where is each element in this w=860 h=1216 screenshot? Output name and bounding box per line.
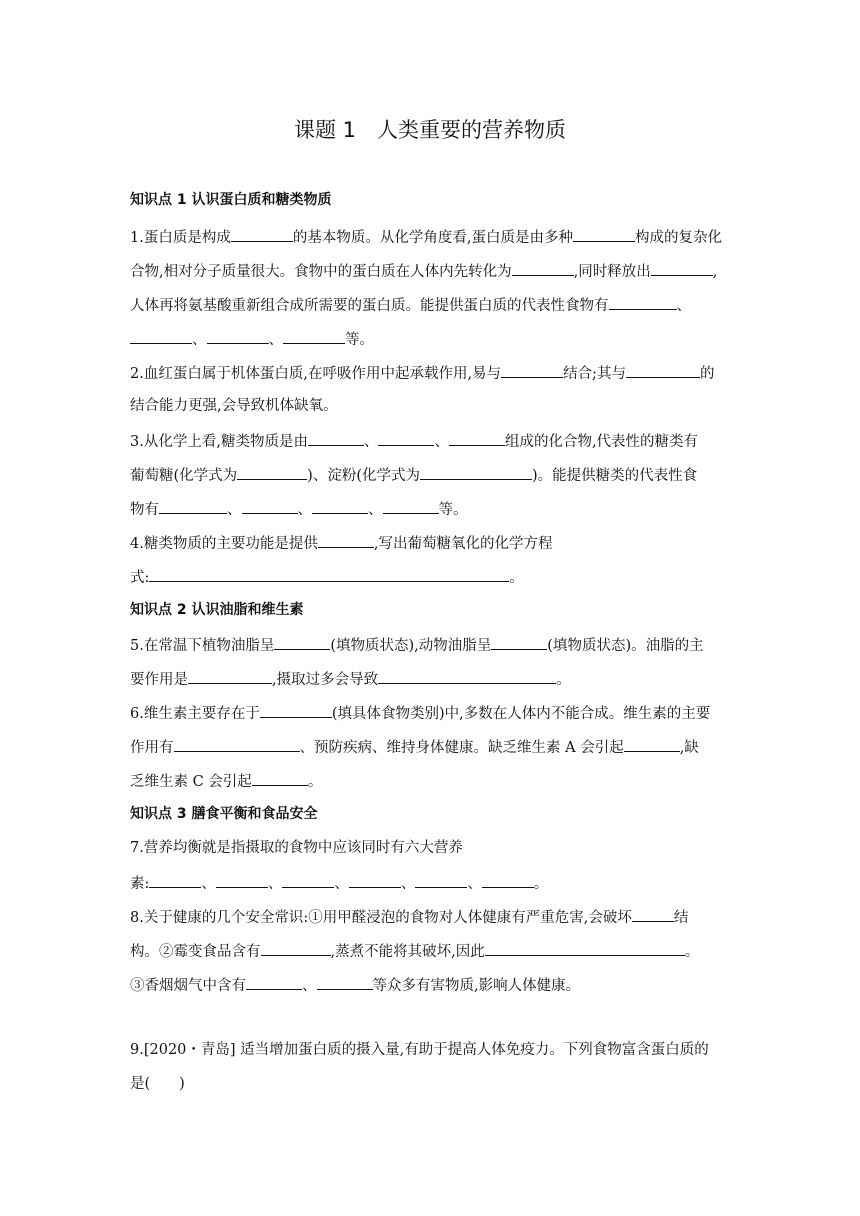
blank-field[interactable]: [485, 940, 685, 956]
text: 、: [297, 502, 312, 518]
blank-field[interactable]: [242, 498, 298, 514]
text: ,摄取过多会导致: [272, 672, 379, 688]
text: 2.血红蛋白属于机体蛋白质,在呼吸作用中起承载作用,易与: [130, 366, 502, 382]
text: 。: [684, 944, 700, 960]
text: 乏维生素 C 会引起: [130, 774, 252, 790]
text: 、: [334, 876, 349, 892]
page-title: 课题 1 人类重要的营养物质: [293, 118, 567, 142]
blank-field[interactable]: [188, 668, 272, 684]
text: 。: [556, 672, 571, 688]
question-7-line-1: 7.营养均衡就是指摄取的食物中应该同时有六大营养: [130, 840, 463, 856]
question-7-line-2: [130, 872, 548, 894]
blank-field[interactable]: [237, 464, 307, 480]
blank-field[interactable]: [159, 498, 227, 514]
text: ,同时释放出: [573, 264, 651, 280]
text: 物有: [130, 502, 159, 518]
blank-field[interactable]: [317, 974, 373, 990]
question-4-line-2: [130, 566, 524, 588]
text: 8.关于健康的几个安全常识:①用甲醛浸泡的食物对人体健康有严重危害,会破坏: [130, 910, 632, 926]
question-9-line-2: 是( ): [130, 1076, 185, 1092]
text: 、: [268, 332, 283, 348]
blank-field[interactable]: [501, 362, 563, 378]
blank-field[interactable]: [420, 464, 532, 480]
question-2-line-1: [130, 362, 714, 384]
text: 3.从化学上看,糖类物质是由: [130, 434, 308, 450]
question-1-line-2: [130, 260, 717, 282]
text: 1.蛋白质是构成: [130, 230, 231, 246]
question-9-line-1: [130, 1040, 709, 1060]
blank-field[interactable]: [349, 872, 401, 888]
text: 、: [201, 876, 216, 892]
blank-field[interactable]: [632, 906, 674, 922]
text: ,写出葡萄糖氧化的化学方程: [373, 536, 553, 552]
blank-field[interactable]: [231, 226, 293, 242]
question-6-line-1: [130, 702, 710, 724]
blank-field[interactable]: [308, 430, 364, 446]
text: 、: [302, 978, 317, 994]
text: ③香烟烟气中含有: [130, 978, 246, 994]
blank-field[interactable]: [174, 736, 300, 752]
blank-field[interactable]: [383, 498, 439, 514]
text: 。: [533, 876, 549, 892]
text: 适当增加蛋白质的摄入量,有助于提高人体免疫力。下列食物富含蛋白质的: [240, 1042, 709, 1058]
blank-field[interactable]: [149, 872, 201, 888]
text: 构。②霉变食品含有: [130, 944, 261, 960]
text: 式:: [130, 570, 150, 586]
text: (填具体食物类别)中,多数在人体内不能合成。维生素的主要: [331, 706, 711, 722]
blank-field[interactable]: [282, 872, 334, 888]
blank-field[interactable]: [449, 430, 505, 446]
text: 、: [267, 876, 283, 892]
blank-field[interactable]: [512, 260, 574, 276]
text: (填物质状态),动物油脂呈: [330, 638, 492, 654]
blank-field[interactable]: [274, 634, 330, 650]
section-heading-3: 知识点 3 膳食平衡和食品安全: [130, 806, 318, 822]
blank-field[interactable]: [651, 260, 713, 276]
text: 、: [227, 502, 242, 518]
text: 、: [400, 876, 416, 892]
question-source: 9.[2020・青岛]: [130, 1042, 236, 1058]
text: 的基本物质。从化学角度看,蛋白质是由多种: [292, 230, 573, 246]
question-6-line-2: [130, 736, 699, 758]
blank-field[interactable]: [491, 634, 547, 650]
text: ,蒸煮不能将其破坏,因此: [330, 944, 485, 960]
blank-field[interactable]: [378, 668, 556, 684]
question-8-line-1: [130, 906, 688, 928]
question-5-line-2: [130, 668, 571, 690]
text: ,缺: [679, 740, 699, 756]
text: 构成的复杂化: [634, 230, 722, 246]
text: 、: [363, 434, 379, 450]
blank-field[interactable]: [609, 294, 677, 310]
blank-field[interactable]: [312, 498, 368, 514]
text: ,: [712, 264, 718, 280]
question-3-line-2: [130, 464, 697, 486]
text: 、: [676, 298, 691, 314]
text: 等众多有害物质,影响人体健康。: [372, 978, 581, 994]
blank-field[interactable]: [130, 328, 192, 344]
blank-field[interactable]: [482, 872, 534, 888]
section-heading-2: 知识点 2 认识油脂和维生素: [130, 602, 304, 618]
blank-field[interactable]: [318, 532, 374, 548]
question-8-line-3: [130, 974, 580, 996]
text: )。能提供糖类的代表性食: [532, 468, 698, 484]
blank-field[interactable]: [252, 770, 308, 786]
blank-field[interactable]: [626, 362, 700, 378]
question-8-line-2: [130, 940, 699, 962]
text: 合物,相对分子质量很大。食物中的蛋白质在人体内先转化为: [130, 264, 512, 280]
blank-field[interactable]: [216, 872, 268, 888]
text: 、: [368, 502, 383, 518]
blank-field[interactable]: [260, 702, 332, 718]
question-1-line-1: [130, 226, 722, 248]
question-1-line-4: [130, 328, 374, 350]
question-5-line-1: [130, 634, 704, 656]
text: 4.糖类物质的主要功能是提供: [130, 536, 318, 552]
text: 葡萄糖(化学式为: [130, 468, 238, 484]
text: 人体再将氨基酸重新组合成所需要的蛋白质。能提供蛋白质的代表性食物有: [130, 298, 609, 314]
text: 、预防疾病、维持身体健康。缺乏维生素 A 会引起: [299, 740, 624, 756]
text: 、: [434, 434, 449, 450]
text: 结合;其与: [563, 366, 626, 382]
blank-field[interactable]: [415, 872, 467, 888]
text: )、淀粉(化学式为: [307, 468, 420, 484]
blank-field[interactable]: [261, 940, 331, 956]
text: (填物质状态)。油脂的主: [547, 638, 704, 654]
text: 作用有: [130, 740, 174, 756]
question-3-line-1: [130, 430, 698, 452]
text: 结: [673, 910, 689, 926]
blank-field[interactable]: [573, 226, 635, 242]
blank-field[interactable]: [149, 566, 509, 582]
text: 5.在常温下植物油脂呈: [130, 638, 275, 654]
blank-field[interactable]: [283, 328, 345, 344]
blank-field[interactable]: [624, 736, 680, 752]
blank-field[interactable]: [378, 430, 434, 446]
question-1-line-3: [130, 294, 691, 316]
text: 素:: [130, 876, 150, 892]
text: 、: [192, 332, 207, 348]
text: 要作用是: [130, 672, 188, 688]
text: 等。: [438, 502, 468, 518]
text: 、: [467, 876, 482, 892]
text: 等。: [345, 332, 374, 348]
question-2-line-2: 结合能力更强,会导致机体缺氧。: [130, 398, 338, 414]
question-6-line-3: [130, 770, 322, 792]
text: 。: [509, 570, 524, 586]
blank-field[interactable]: [246, 974, 302, 990]
text: 。: [307, 774, 323, 790]
question-4-line-1: [130, 532, 552, 554]
section-heading-1: 知识点 1 认识蛋白质和糖类物质: [130, 192, 332, 208]
question-3-line-3: [130, 498, 468, 520]
text: 组成的化合物,代表性的糖类有: [504, 434, 699, 450]
blank-field[interactable]: [207, 328, 269, 344]
text: 6.维生素主要存在于: [130, 706, 260, 722]
text: 的: [699, 366, 715, 382]
